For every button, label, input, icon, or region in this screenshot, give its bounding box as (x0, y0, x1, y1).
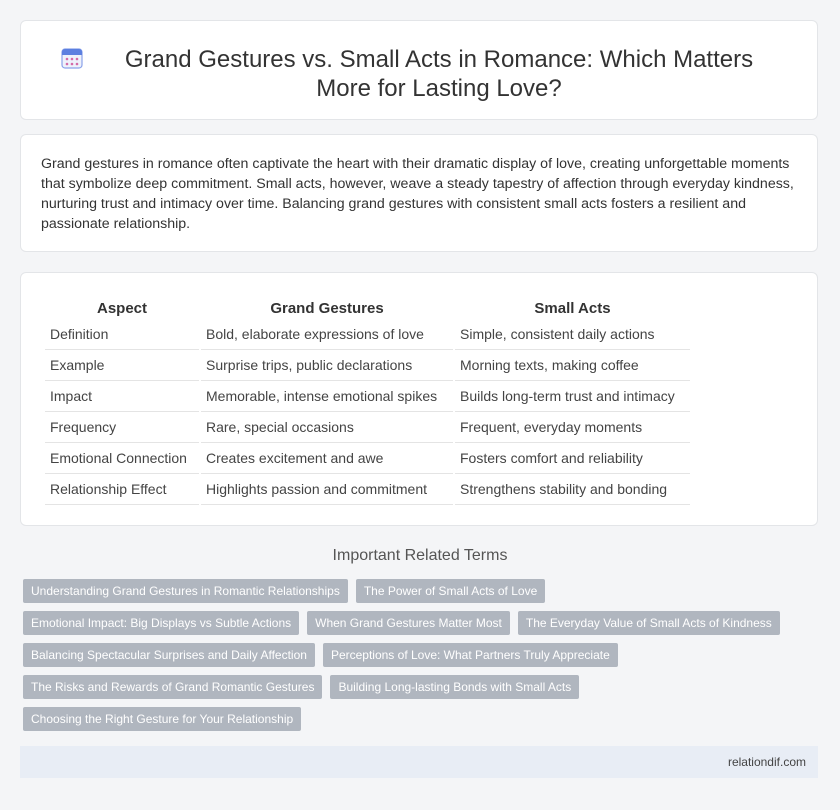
tag-row (23, 707, 813, 731)
related-term-tag[interactable]: Choosing the Right Gesture for Your Relationship (23, 707, 301, 731)
table-cell: Highlights passion and commitment (201, 474, 453, 505)
table-cell: Morning texts, making coffee (455, 350, 690, 381)
related-term-tag[interactable]: Emotional Impact: Big Displays vs Subtle Actions (23, 611, 299, 635)
calendar-icon (61, 47, 83, 69)
table-row (45, 443, 690, 474)
table-cell: Example (45, 350, 199, 381)
table-row (45, 319, 690, 350)
table-cell: Bold, elaborate expressions of love (201, 319, 453, 350)
related-term-tag[interactable]: Building Long-lasting Bonds with Small Acts (330, 675, 579, 699)
table-cell: Definition (45, 319, 199, 350)
table-cell: Impact (45, 381, 199, 412)
table-row (45, 350, 690, 381)
related-term-tag[interactable]: When Grand Gestures Matter Most (307, 611, 510, 635)
table-row (45, 474, 690, 505)
comparison-table (43, 297, 692, 505)
intro-card (20, 134, 818, 252)
footer-site-link[interactable]: relationdif.com (727, 755, 806, 769)
table-cell: Simple, consistent daily actions (455, 319, 690, 350)
table-cell: Relationship Effect (45, 474, 199, 505)
header-grand-gestures: Grand Gestures (270, 299, 384, 317)
tag-row (23, 579, 813, 603)
table-cell: Strengthens stability and bonding (455, 474, 690, 505)
header-small-acts: Small Acts (534, 299, 611, 317)
table-cell: Builds long-term trust and intimacy (455, 381, 690, 412)
table-cell: Fosters comfort and reliability (455, 443, 690, 474)
table-cell: Surprise trips, public declarations (201, 350, 453, 381)
related-term-tag[interactable]: The Power of Small Acts of Love (356, 579, 545, 603)
page-title: Grand Gestures vs. Small Acts in Romance: Which Matters More for Lasting Love? (124, 46, 754, 102)
table-row (45, 381, 690, 412)
related-term-tag[interactable]: The Everyday Value of Small Acts of Kindness (518, 611, 780, 635)
table-cell: Frequency (45, 412, 199, 443)
footer (20, 746, 818, 778)
header-aspect: Aspect (96, 299, 148, 317)
table-row (45, 412, 690, 443)
comparison-card (20, 272, 818, 526)
tag-row (23, 611, 813, 635)
table-cell: Memorable, intense emotional spikes (201, 381, 453, 412)
related-term-tag[interactable]: The Risks and Rewards of Grand Romantic Gestures (23, 675, 322, 699)
related-term-tag[interactable]: Balancing Spectacular Surprises and Daily Affection (23, 643, 315, 667)
table-header-row (45, 297, 690, 319)
related-terms-list (23, 579, 813, 739)
related-terms-title: Important Related Terms (332, 547, 508, 564)
tag-row (23, 675, 813, 699)
related-term-tag[interactable]: Perceptions of Love: What Partners Truly Appreciate (323, 643, 618, 667)
table-cell: Creates excitement and awe (201, 443, 453, 474)
table-cell: Frequent, everyday moments (455, 412, 690, 443)
table-cell: Rare, special occasions (201, 412, 453, 443)
tag-row (23, 643, 813, 667)
header-card (20, 20, 818, 120)
related-term-tag[interactable]: Understanding Grand Gestures in Romantic Relationships (23, 579, 348, 603)
intro-paragraph: Grand gestures in romance often captivate the heart with their dramatic display of love, creating unforgettable moments that symbolize deep commitment. Small acts, however, weave a steady tapestry of affection through everyday kindness, nurturing trust and intimacy over time. Balancing grand gestures with consistent small acts fosters a resilient and passionate relationship. (41, 156, 794, 232)
table-cell: Emotional Connection (45, 443, 199, 474)
